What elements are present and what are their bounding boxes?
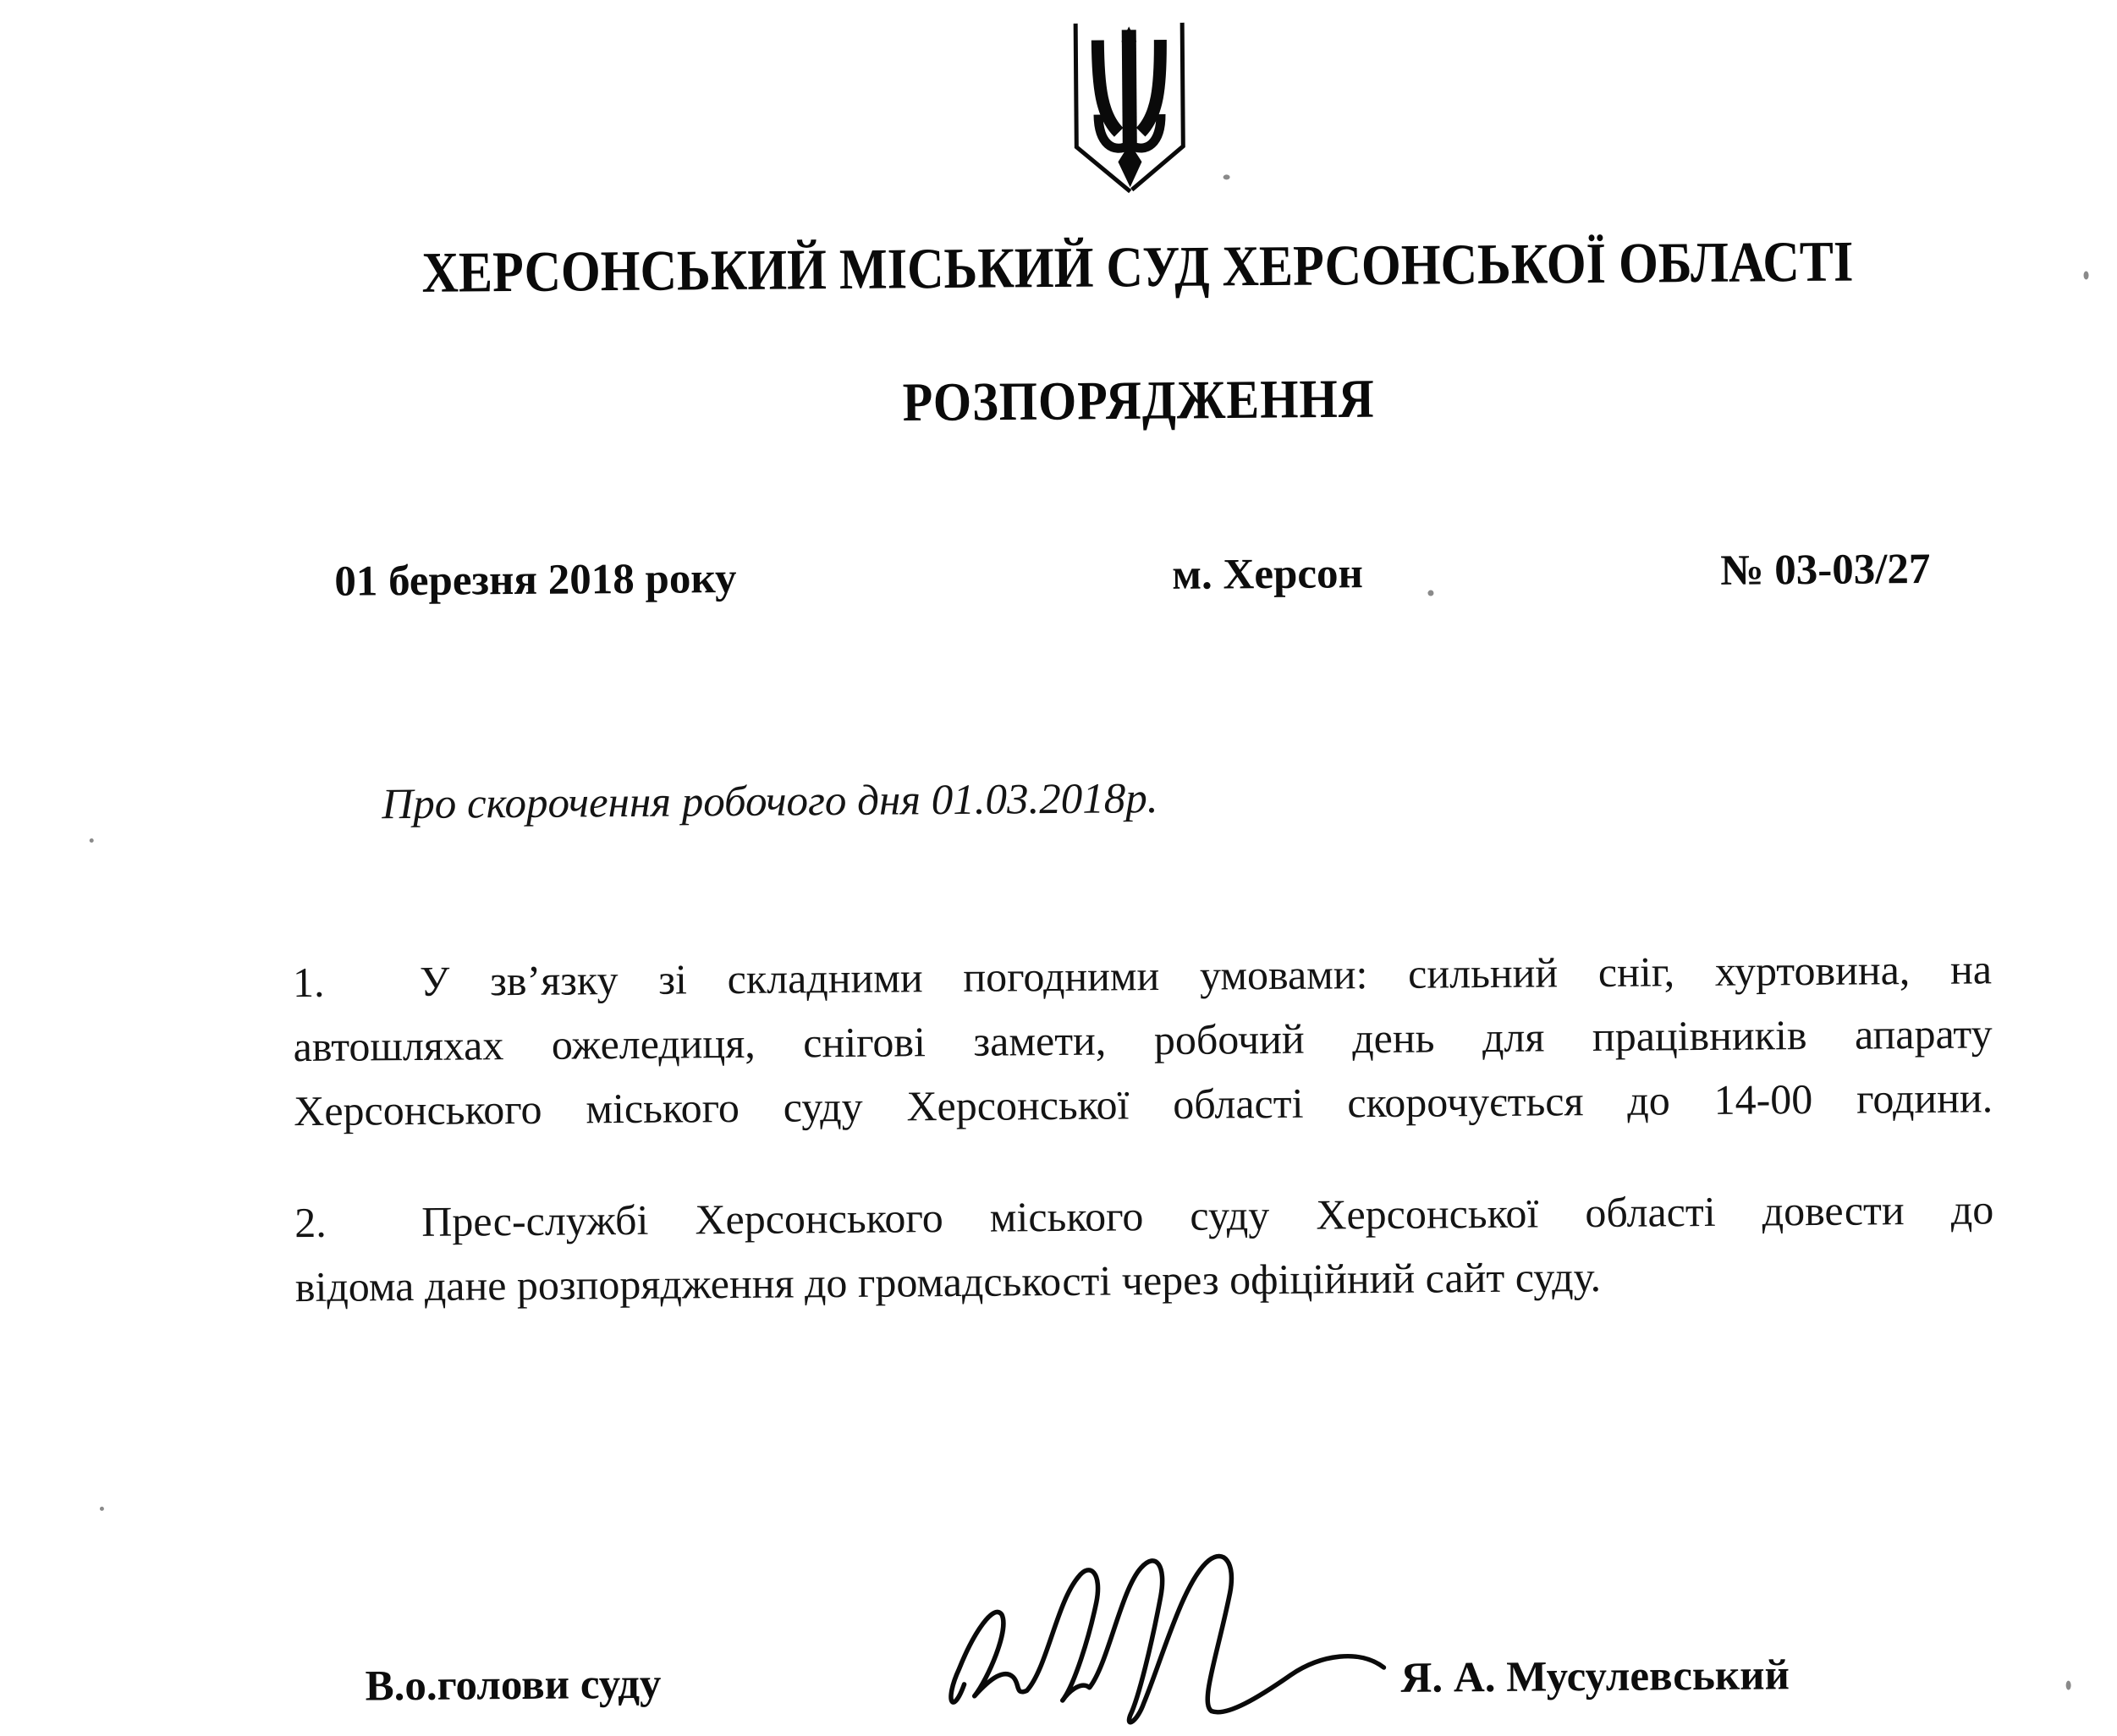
ukraine-trident-emblem-icon [1069, 19, 1190, 195]
handwritten-signature-scrawl [919, 1546, 1445, 1736]
paragraph-1 [293, 937, 1993, 1143]
paragraph-line [294, 1065, 1993, 1143]
scan-speck [2066, 1681, 2071, 1690]
signatory-name: Я. А. Мусулевський [1400, 1651, 1790, 1702]
paragraph-text: автошляхах ожеледиця, снігові замети, робочий день для працівників апарату [293, 1009, 1993, 1071]
paragraph-text: Прес-службі Херсонського міського суду Херсонської області довести до [421, 1185, 1994, 1245]
document-number: № 03-03/27 [1720, 545, 1931, 595]
court-name-heading: ХЕРСОНСЬКИЙ МІСЬКИЙ СУД ХЕРСОНСЬКОЇ ОБЛАСТІ [421, 230, 1854, 305]
paragraph-text: У зв’язку зі складними погодними умовами: сильний сніг, хуртовина, на [419, 945, 1993, 1005]
paragraph-2 [294, 1177, 1994, 1319]
document-city: м. Херсон [1172, 550, 1364, 599]
paragraph-marker: 1. [292, 958, 325, 1007]
scan-speck [90, 838, 94, 843]
scan-speck [2083, 271, 2088, 279]
paragraph-text: Херсонського міського суду Херсонської області скорочується до 14-00 години. [294, 1074, 1993, 1135]
scan-speck [1223, 174, 1230, 179]
document-date: 01 березня 2018 року [334, 554, 737, 606]
scan-speck [1427, 591, 1433, 596]
scan-speck [100, 1507, 104, 1511]
document-type-heading: РОЗПОРЯДЖЕННЯ [902, 368, 1375, 433]
paragraph-text: відома дане розпорядження до громадськості через офіційний сайт суду. [294, 1252, 1602, 1311]
signatory-position: В.о.голови суду [365, 1660, 662, 1711]
paragraph-marker: 2. [294, 1198, 327, 1247]
paragraph-line [294, 1177, 1994, 1255]
subject-line: Про скорочення робочого дня 01.03.2018р. [382, 775, 1158, 829]
paragraph-line [295, 1241, 1995, 1319]
